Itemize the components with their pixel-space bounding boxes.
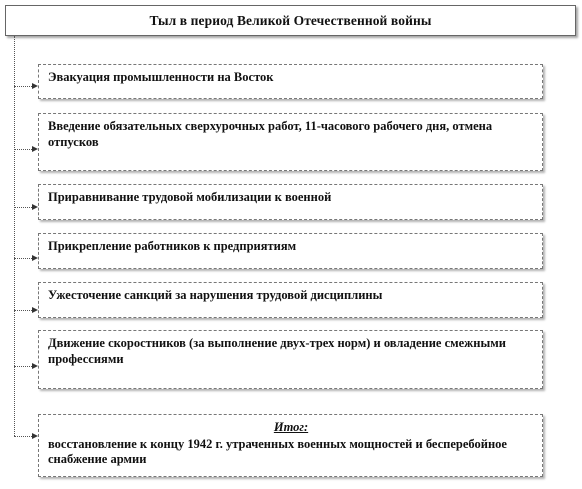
connector-line-2 [14,149,34,150]
result-box [38,414,543,477]
diagram-title [5,5,576,36]
connector-line-6 [14,366,34,367]
measure-text-1: Эвакуация промышленности на Восток [48,70,274,84]
measure-box-5 [38,282,543,318]
connector-spine [14,36,15,436]
measure-text-3: Приравнивание трудовой мобилизации к военной [48,190,332,204]
diagram-title-text: Тыл в период Великой Отечественной войны [149,12,432,28]
measure-box-2 [38,113,543,171]
measure-box-6 [38,330,543,389]
measure-text-5: Ужесточение санкций за нарушения трудовой дисциплины [48,288,383,302]
measure-box-1 [38,64,543,99]
measure-box-3 [38,184,543,220]
measure-box-4 [38,233,543,269]
connector-line-3 [14,207,34,208]
connector-line-1 [14,86,34,87]
measure-text-4: Прикрепление работников к предприятиям [48,239,297,253]
connector-line-result [14,436,34,437]
connector-line-5 [14,310,34,311]
measure-text-2: Введение обязательных сверхурочных работ, 11-часового рабочего дня, отмена отпусков [48,119,493,149]
connector-line-4 [14,258,34,259]
result-text: восстановление к концу 1942 г. утраченных военных мощностей и бесперебойное снабжение армии [48,436,507,466]
measure-text-6: Движение скоростников (за выполнение двух-трех норм) и овладение смежными профессиями [48,336,506,366]
result-heading: Итог: [273,420,309,434]
